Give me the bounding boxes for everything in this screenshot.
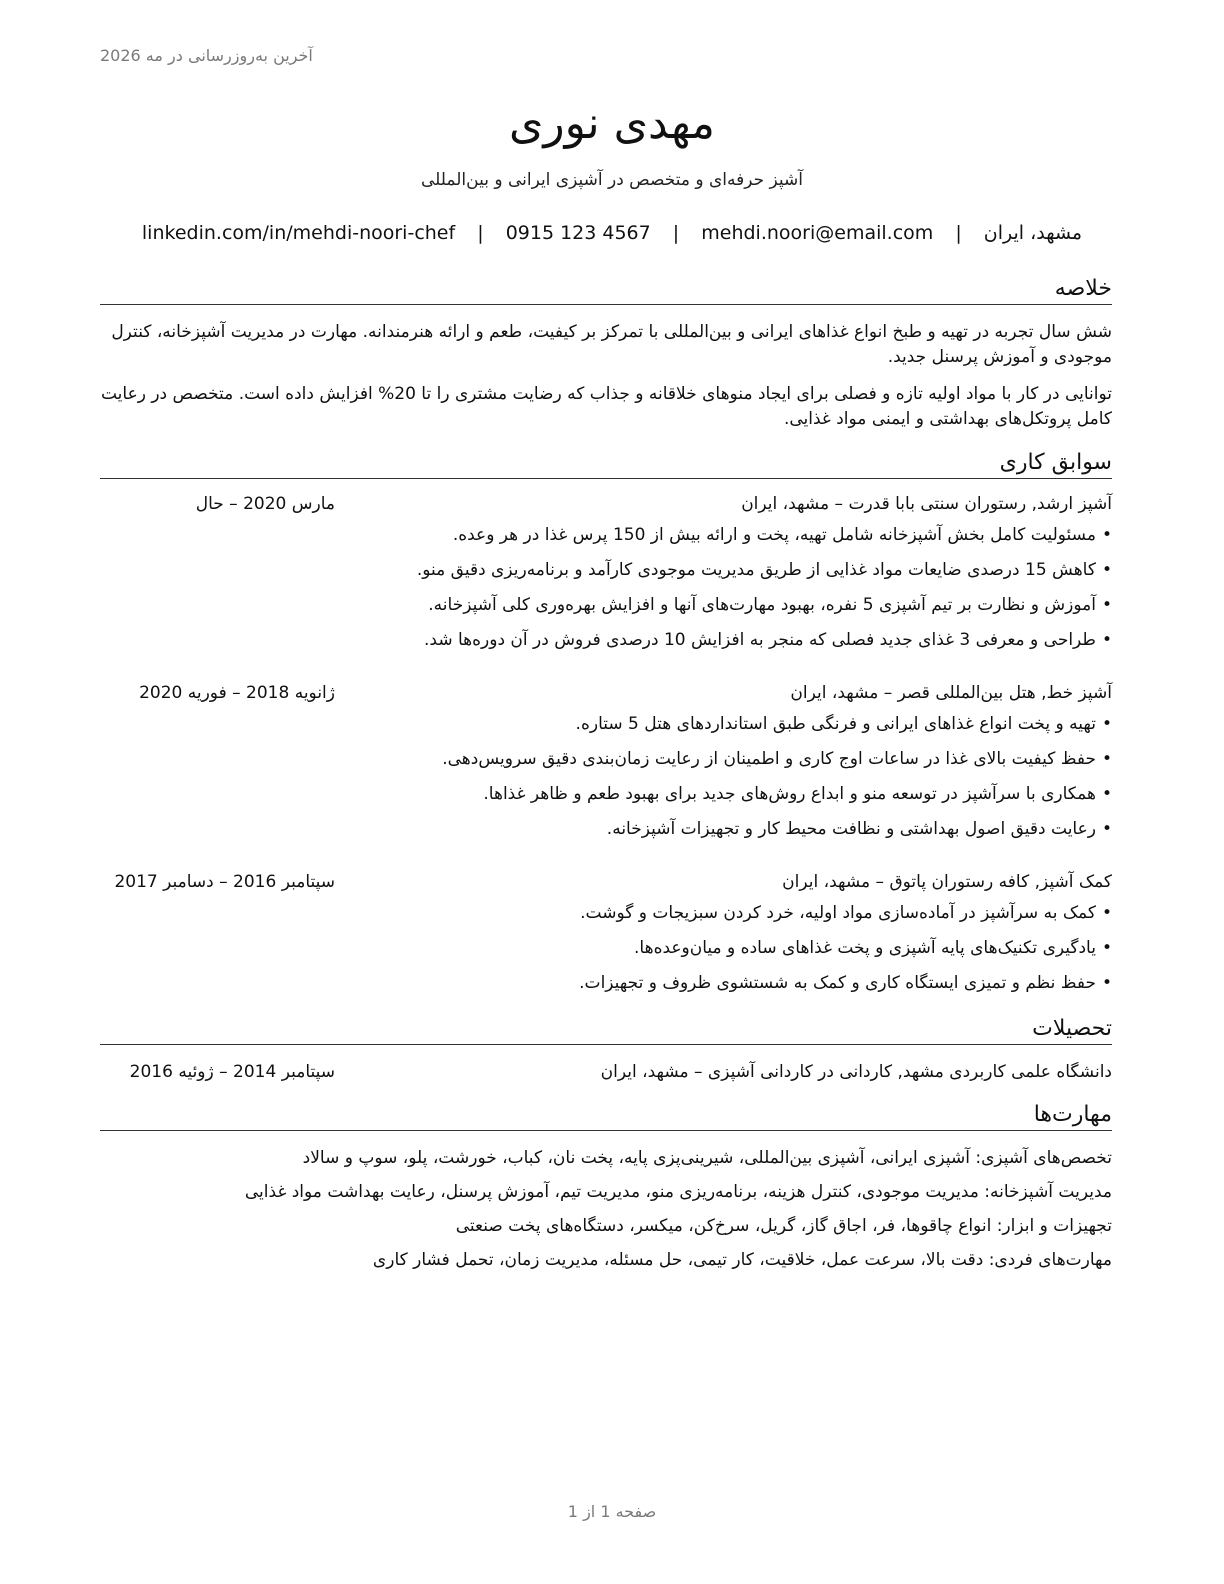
job-bullets (100, 707, 1112, 847)
bullet-icon: • (1101, 630, 1112, 650)
bullet-icon: • (1101, 973, 1112, 993)
job-title: آشپز خط, هتل بین‌المللی قصر – مشهد، ایران (790, 683, 1112, 703)
bullet-icon: • (1101, 525, 1112, 545)
bullet-text: کاهش 15 درصدی ضایعات مواد غذایی از طریق مدیریت موجودی کارآمد و برنامه‌ریزی دقیق منو. (416, 560, 1096, 580)
candidate-tagline: آشپز حرفه‌ای و متخصص در آشپزی ایرانی و بین‌المللی (420, 170, 804, 190)
contact-phone[interactable]: 0915 123 4567 (505, 222, 651, 244)
job-header (100, 491, 1112, 517)
contact-separator: | (955, 222, 962, 244)
skills-line: تخصص‌های آشپزی: آشپزی ایرانی، آشپزی بین‌المللی، شیرینی‌پزی پایه، پخت نان، کباب، خورشت، پلو، سوپ و سالاد (302, 1148, 1112, 1168)
job-header (100, 869, 1112, 895)
bullet-item (100, 707, 1112, 742)
section-title-summary: خلاصه (100, 276, 1112, 305)
job-dates: سپتامبر 2016 – دسامبر 2017 (114, 872, 335, 892)
job-dates: ژانویه 2018 – فوریه 2020 (139, 683, 335, 703)
candidate-name: مهدی نوری (508, 98, 716, 149)
bullet-icon: • (1101, 784, 1112, 804)
bullet-item (100, 553, 1112, 588)
bullet-icon: • (1101, 749, 1112, 769)
contact-linkedin[interactable]: linkedin.com/in/mehdi-noori-chef (141, 222, 456, 244)
bullet-item (100, 966, 1112, 1001)
bullet-text: کمک به سرآشپز در آماده‌سازی مواد اولیه، خرد کردن سبزیجات و گوشت. (580, 903, 1096, 923)
bullet-icon: • (1101, 938, 1112, 958)
summary-paragraph: شش سال تجربه در تهیه و طبخ انواع غذاهای ایرانی و بین‌المللی با تمرکز بر کیفیت، طعم و ارائه هنرمندانه. مهارت در مدیریت آشپزخانه، کنترل موجودی و آموزش پرسنل جدید. (111, 322, 1112, 367)
bullet-text: تهیه و پخت انواع غذاهای ایرانی و فرنگی طبق استانداردهای هتل 5 ستاره. (575, 714, 1096, 734)
section-title-skills: مهارت‌ها (100, 1102, 1112, 1131)
bullet-icon: • (1101, 595, 1112, 615)
bullet-text: یادگیری تکنیک‌های پایه آشپزی و پخت غذاهای ساده و میان‌وعده‌ها. (634, 938, 1096, 958)
skills-line: مدیریت آشپزخانه: مدیریت موجودی، کنترل هزینه، برنامه‌ریزی منو، مدیریت تیم، آموزش پرسنل، رعایت بهداشت مواد غذایی (244, 1182, 1112, 1202)
bullet-item (100, 623, 1112, 658)
bullet-text: حفظ کیفیت بالای غذا در ساعات اوج کاری و اطمینان از رعایت زمان‌بندی دقیق سرویس‌دهی. (442, 749, 1096, 769)
bullet-item (100, 777, 1112, 812)
skills-list (100, 1141, 1112, 1277)
bullet-text: طراحی و معرفی 3 غذای جدید فصلی که منجر به افزایش 10 درصدی فروش در آن دوره‌ها شد. (424, 630, 1096, 650)
summary-paragraph: توانایی در کار با مواد اولیه تازه و فصلی برای ایجاد منوهای خلاقانه و جذاب که رضایت مشتری را تا 20% افزایش داده است. متخصص در رعایت کامل پروتکل‌های بهداشتی و ایمنی مواد غذایی. (100, 384, 1112, 429)
bullet-item (100, 742, 1112, 777)
contact-location: مشهد، ایران (983, 222, 1083, 244)
contact-separator: | (477, 222, 484, 244)
page-number: صفحه 1 از 1 (567, 1502, 657, 1521)
bullet-icon: • (1101, 560, 1112, 580)
job-title: آشپز ارشد, رستوران سنتی بابا قدرت – مشهد، ایران (741, 494, 1112, 514)
contact-line (0, 222, 1224, 244)
bullet-item (100, 588, 1112, 623)
section-title-experience: سوابق کاری (100, 450, 1112, 479)
bullet-icon: • (1101, 819, 1112, 839)
bullet-item (100, 518, 1112, 553)
bullet-text: حفظ نظم و تمیزی ایستگاه کاری و کمک به شستشوی ظروف و تجهیزات. (579, 973, 1096, 993)
education-dates: سپتامبر 2014 – ژوئیه 2016 (129, 1062, 335, 1082)
last-updated-note: آخرین به‌روزرسانی در مه 2026 (100, 46, 313, 65)
contact-separator: | (672, 222, 680, 244)
job-bullets (100, 518, 1112, 658)
job-bullets (100, 896, 1112, 1001)
skills-line: تجهیزات و ابزار: انواع چاقوها، فر، اجاق گاز، گریل، سرخ‌کن، میکسر، دستگاه‌های پخت صنعتی (455, 1216, 1112, 1236)
job-header (100, 680, 1112, 706)
bullet-icon: • (1101, 903, 1112, 923)
bullet-text: همکاری با سرآشپز در توسعه منو و ابداع روش‌های جدید برای بهبود طعم و ظاهر غذاها. (483, 784, 1096, 804)
education-entry (100, 1059, 1112, 1085)
bullet-item (100, 931, 1112, 966)
bullet-item (100, 896, 1112, 931)
bullet-text: آموزش و نظارت بر تیم آشپزی 5 نفره، بهبود مهارت‌های آنها و افزایش بهره‌وری کلی آشپزخانه. (428, 595, 1096, 615)
skills-line: مهارت‌های فردی: دقت بالا، سرعت عمل، خلاقیت، کار تیمی، حل مسئله، مدیریت زمان، تحمل فشار کاری (372, 1250, 1112, 1270)
bullet-text: مسئولیت کامل بخش آشپزخانه شامل تهیه، پخت و ارائه بیش از 150 پرس غذا در هر وعده. (452, 525, 1096, 545)
education-heading: دانشگاه علمی کاربردی مشهد, کاردانی در کاردانی آشپزی – مشهد، ایران (600, 1062, 1112, 1082)
bullet-icon: • (1101, 714, 1112, 734)
job-title: کمک آشپز, کافه رستوران پاتوق – مشهد، ایران (782, 872, 1112, 892)
bullet-text: رعایت دقیق اصول بهداشتی و نظافت محیط کار و تجهیزات آشپزخانه. (606, 819, 1096, 839)
section-title-education: تحصیلات (100, 1016, 1112, 1045)
contact-email[interactable]: mehdi.noori@email.com (701, 222, 934, 244)
job-dates: مارس 2020 – حال (195, 494, 335, 514)
bullet-item (100, 812, 1112, 847)
